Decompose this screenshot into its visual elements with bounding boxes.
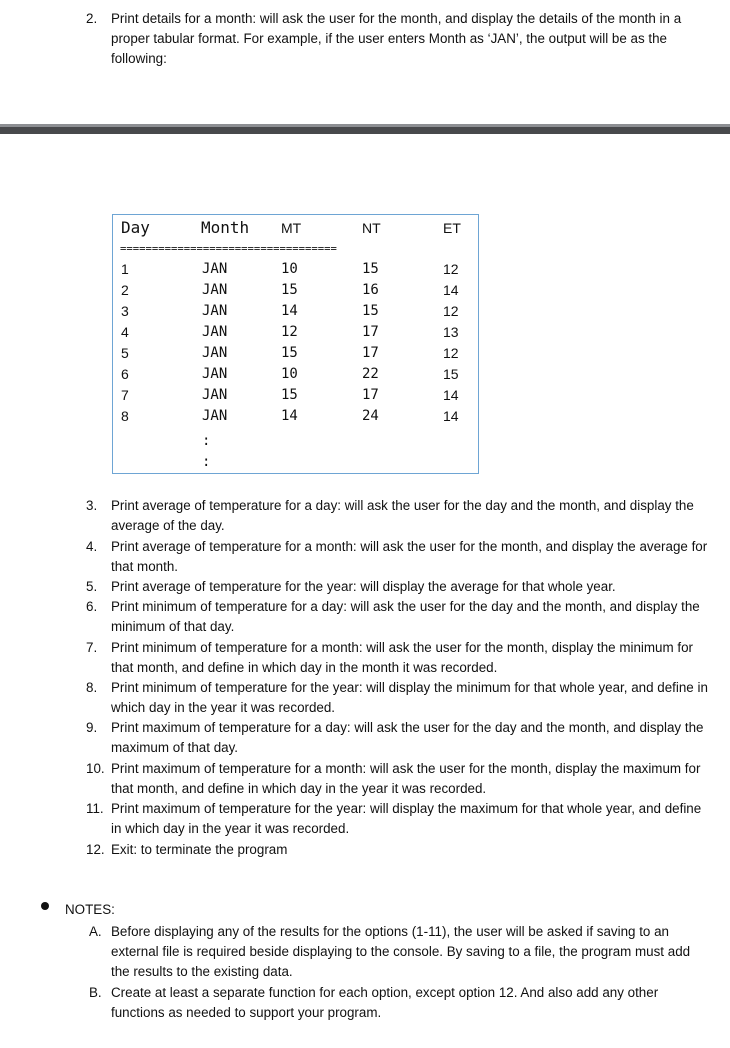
list-item-4 — [86, 537, 710, 577]
table-cell: JAN — [202, 261, 228, 277]
page-break-highlight — [0, 124, 730, 127]
table-cell: 14 — [443, 387, 459, 403]
list-item-6 — [86, 597, 710, 637]
header-day: Day — [121, 218, 150, 237]
table-cell: 5 — [121, 345, 129, 361]
table-cell: 24 — [362, 408, 379, 424]
table-cell: 17 — [362, 324, 379, 340]
note-item — [89, 983, 710, 1023]
table-cell: 15 — [281, 387, 298, 403]
note-text: Before displaying any of the results for the options (1-11), the user will be asked if saving to an external file is required beside displaying to the console. By saving to a file, the program must add the results to the existing data. — [111, 924, 691, 979]
list-number: 2. — [86, 11, 98, 26]
table-cell: 16 — [362, 282, 379, 298]
table-cell: JAN — [202, 408, 228, 424]
table-cell: JAN — [202, 303, 228, 319]
list-item-8 — [86, 678, 710, 718]
list-text: Print minimum of temperature for the year: will display the minimum for that whole year, and define in which day in the year it was recorded. — [111, 680, 708, 715]
table-cell: 14 — [443, 282, 459, 298]
table-cell: 12 — [443, 261, 459, 277]
table-cell: JAN — [202, 366, 228, 382]
list-text: Print maximum of temperature for the year: will display the maximum for that whole year, and define in which day in the year it was recorded. — [111, 801, 702, 836]
table-cell: 17 — [362, 345, 379, 361]
list-text: Print maximum of temperature for a month: will ask the user for the month, display the maximum for that month, and define in which day in the year it was recorded. — [111, 761, 701, 796]
note-letter: A. — [89, 924, 102, 939]
table-cell: 14 — [443, 408, 459, 424]
list-number: 7. — [86, 640, 98, 655]
note-text: Create at least a separate function for each option, except option 12. And also add any other functions as needed to support your program. — [111, 985, 659, 1020]
table-cell: 22 — [362, 366, 379, 382]
notes-title: NOTES: — [65, 902, 115, 917]
note-item — [89, 922, 710, 982]
header-mt: MT — [281, 220, 302, 236]
list-text: Print minimum of temperature for a month: will ask the user for the month, display the minimum for that month, and define in which day in the month it was recorded. — [111, 640, 693, 675]
table-cell: 12 — [443, 303, 459, 319]
table-cell: 10 — [281, 261, 298, 277]
list-item-10 — [86, 759, 710, 799]
table-cell: JAN — [202, 387, 228, 403]
header-et: ET — [443, 220, 461, 236]
table-cell: 1 — [121, 261, 129, 277]
table-cell: JAN — [202, 345, 228, 361]
table-cell: 12 — [281, 324, 298, 340]
table-cell: 7 — [121, 387, 129, 403]
separator-line: ================================== — [120, 243, 337, 255]
console-output-table — [112, 214, 479, 474]
header-nt: NT — [362, 220, 381, 236]
list-number: 5. — [86, 579, 98, 594]
table-cell: 4 — [121, 324, 129, 340]
table-cell: 6 — [121, 366, 129, 382]
table-cell: 14 — [281, 303, 298, 319]
list-number: 11. — [86, 801, 104, 816]
list-text: Print details for a month: will ask the user for the month, and display the details of the month in a proper tabular format. For example, if the user enters Month as ‘JAN’, the output will be as the following: — [111, 11, 682, 66]
header-month: Month — [201, 218, 250, 237]
table-cell: JAN — [202, 282, 228, 298]
list-number: 9. — [86, 720, 98, 735]
list-number: 4. — [86, 539, 98, 554]
list-item-12 — [86, 840, 710, 860]
note-letter: B. — [89, 985, 102, 1000]
continuation-mark: : — [202, 433, 211, 449]
list-item-9 — [86, 718, 710, 758]
list-number: 12. — [86, 842, 105, 857]
list-text: Print average of temperature for a day: will ask the user for the day and the month, and display the average of the day. — [111, 498, 694, 533]
table-cell: 15 — [281, 345, 298, 361]
list-text: Print average of temperature for the year: will display the average for that whole year. — [111, 579, 616, 594]
list-item-2 — [86, 9, 710, 69]
list-text: Print minimum of temperature for a day: will ask the user for the day and the month, and display the minimum of that day. — [111, 599, 700, 634]
table-cell: 14 — [281, 408, 298, 424]
list-text: Print average of temperature for a month: will ask the user for the month, and display the average for that month. — [111, 539, 708, 574]
list-item-3 — [86, 496, 710, 536]
list-number: 8. — [86, 680, 98, 695]
table-cell: JAN — [202, 324, 228, 340]
table-cell: 15 — [362, 261, 379, 277]
table-cell: 12 — [443, 345, 459, 361]
table-cell: 10 — [281, 366, 298, 382]
list-number: 6. — [86, 599, 98, 614]
list-item-7 — [86, 638, 710, 678]
bullet-icon — [41, 902, 49, 910]
table-cell: 15 — [281, 282, 298, 298]
list-text: Exit: to terminate the program — [111, 842, 288, 857]
list-item-11 — [86, 799, 710, 839]
table-cell: 8 — [121, 408, 129, 424]
list-number: 3. — [86, 498, 98, 513]
table-cell: 15 — [362, 303, 379, 319]
table-cell: 13 — [443, 324, 459, 340]
table-cell: 17 — [362, 387, 379, 403]
table-cell: 3 — [121, 303, 129, 319]
table-cell: 15 — [443, 366, 459, 382]
list-text: Print maximum of temperature for a day: will ask the user for the day and the month, and display the maximum of that day. — [111, 720, 704, 755]
list-number: 10. — [86, 761, 105, 776]
list-item-5 — [86, 577, 710, 597]
table-cell: 2 — [121, 282, 129, 298]
continuation-mark: : — [202, 454, 211, 470]
